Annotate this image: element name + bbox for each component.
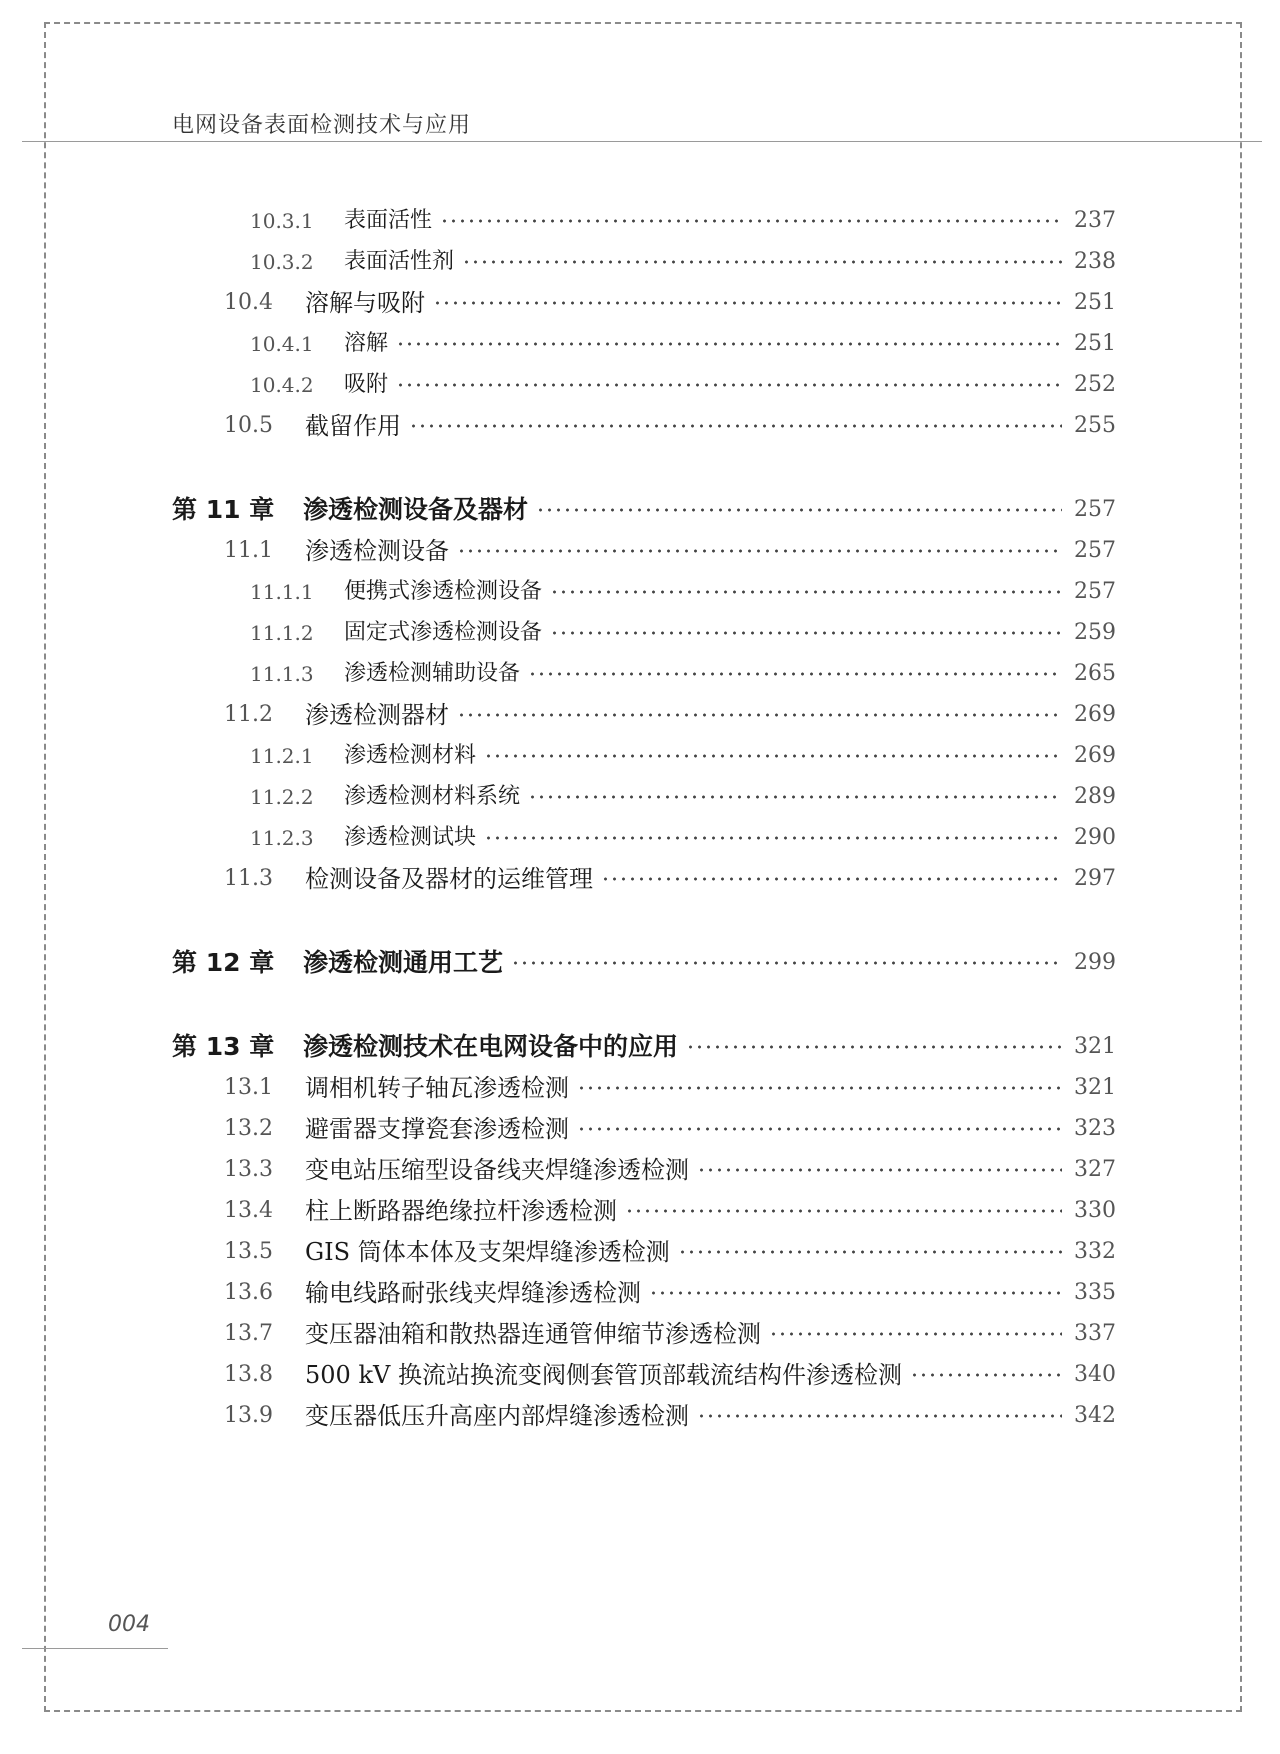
toc-page-number: 257 bbox=[1074, 538, 1116, 563]
toc-leader-dots bbox=[625, 1193, 1062, 1229]
toc-number: 10.4.2 bbox=[250, 373, 314, 397]
toc-number: 13.8 bbox=[224, 1362, 273, 1387]
toc-number: 10.4 bbox=[224, 290, 273, 315]
toc-page-number: 251 bbox=[1074, 331, 1116, 356]
toc-number: 11.3 bbox=[224, 866, 273, 891]
toc-title: 检测设备及器材的运维管理 bbox=[305, 865, 593, 893]
toc-page-number: 257 bbox=[1074, 579, 1116, 604]
toc-leader-dots bbox=[536, 492, 1062, 528]
footer-rule bbox=[22, 1648, 168, 1649]
toc-title: 渗透检测通用工艺 bbox=[303, 948, 504, 977]
toc-title: 调相机转子轴瓦渗透检测 bbox=[305, 1074, 569, 1102]
toc-leader-dots bbox=[484, 820, 1062, 856]
toc-entry[interactable] bbox=[0, 408, 1280, 444]
toc-number: 11.1 bbox=[224, 538, 273, 563]
toc-number: 10.5 bbox=[224, 413, 273, 438]
toc-entry[interactable] bbox=[0, 1357, 1280, 1393]
toc-page-number: 330 bbox=[1074, 1198, 1116, 1223]
toc-page-number: 252 bbox=[1074, 372, 1116, 397]
toc-leader-dots bbox=[528, 779, 1062, 815]
toc-page-number: 238 bbox=[1074, 249, 1116, 274]
toc-leader-dots bbox=[462, 244, 1062, 280]
toc-chapter[interactable] bbox=[0, 492, 1280, 528]
toc-title: 输电线路耐张线夹焊缝渗透检测 bbox=[305, 1279, 641, 1307]
toc-title: 表面活性剂 bbox=[344, 249, 455, 274]
toc-page-number: 299 bbox=[1074, 950, 1116, 975]
toc-number: 11.2.3 bbox=[250, 826, 314, 850]
toc-entry[interactable] bbox=[0, 244, 1280, 280]
toc-page-number: 321 bbox=[1074, 1075, 1116, 1100]
toc-leader-dots bbox=[577, 1111, 1062, 1147]
toc-title: GIS 筒体本体及支架焊缝渗透检测 bbox=[305, 1238, 670, 1266]
toc-leader-dots bbox=[484, 738, 1062, 774]
toc-entry[interactable] bbox=[0, 820, 1280, 856]
toc-leader-dots bbox=[396, 326, 1062, 362]
toc-title: 渗透检测试块 bbox=[344, 825, 477, 850]
toc-title: 500 kV 换流站换流变阀侧套管顶部载流结构件渗透检测 bbox=[305, 1361, 902, 1389]
toc-number: 10.3.1 bbox=[250, 209, 314, 233]
toc-number: 13.9 bbox=[224, 1403, 273, 1428]
toc-page-number: 257 bbox=[1074, 497, 1116, 522]
toc-leader-dots bbox=[528, 656, 1062, 692]
toc-leader-dots bbox=[686, 1029, 1062, 1065]
toc-number: 第 11 章 bbox=[172, 495, 275, 524]
toc-leader-dots bbox=[550, 615, 1062, 651]
toc-entry[interactable] bbox=[0, 1398, 1280, 1434]
toc-leader-dots bbox=[697, 1398, 1062, 1434]
toc-entry[interactable] bbox=[0, 1234, 1280, 1270]
toc-page-number: 342 bbox=[1074, 1403, 1116, 1428]
toc-page-number: 332 bbox=[1074, 1239, 1116, 1264]
toc-number: 13.1 bbox=[224, 1075, 273, 1100]
toc-leader-dots bbox=[550, 574, 1062, 610]
toc-page-number: 289 bbox=[1074, 784, 1116, 809]
toc-entry[interactable] bbox=[0, 574, 1280, 610]
toc-page-number: 259 bbox=[1074, 620, 1116, 645]
toc-title: 渗透检测技术在电网设备中的应用 bbox=[303, 1032, 679, 1061]
toc-number: 13.3 bbox=[224, 1157, 273, 1182]
toc-number: 13.6 bbox=[224, 1280, 273, 1305]
toc-page-number: 340 bbox=[1074, 1362, 1116, 1387]
toc-number: 10.3.2 bbox=[250, 250, 314, 274]
toc-entry[interactable] bbox=[0, 1111, 1280, 1147]
toc-chapter[interactable] bbox=[0, 1029, 1280, 1065]
toc-number: 11.1.3 bbox=[250, 662, 314, 686]
toc-title: 避雷器支撑瓷套渗透检测 bbox=[305, 1115, 569, 1143]
toc-chapter[interactable] bbox=[0, 945, 1280, 981]
toc-page-number: 327 bbox=[1074, 1157, 1116, 1182]
toc-entry[interactable] bbox=[0, 533, 1280, 569]
toc-leader-dots bbox=[649, 1275, 1062, 1311]
toc-page-number: 237 bbox=[1074, 208, 1116, 233]
toc-title: 柱上断路器绝缘拉杆渗透检测 bbox=[305, 1197, 617, 1225]
toc-page-number: 323 bbox=[1074, 1116, 1116, 1141]
toc-title: 便携式渗透检测设备 bbox=[344, 579, 543, 604]
toc-entry[interactable] bbox=[0, 1193, 1280, 1229]
toc-title: 渗透检测辅助设备 bbox=[344, 661, 521, 686]
toc-leader-dots bbox=[457, 533, 1062, 569]
toc-page-number: 251 bbox=[1074, 290, 1116, 315]
toc-leader-dots bbox=[601, 861, 1062, 897]
toc-title: 吸附 bbox=[344, 372, 389, 397]
toc-leader-dots bbox=[396, 367, 1062, 403]
toc-title: 变压器低压升高座内部焊缝渗透检测 bbox=[305, 1402, 689, 1430]
toc-number: 第 13 章 bbox=[172, 1032, 275, 1061]
toc-title: 溶解与吸附 bbox=[305, 289, 425, 317]
toc-page-number: 255 bbox=[1074, 413, 1116, 438]
toc-number: 10.4.1 bbox=[250, 332, 314, 356]
toc-number: 13.5 bbox=[224, 1239, 273, 1264]
toc-page-number: 321 bbox=[1074, 1034, 1116, 1059]
toc-entry[interactable] bbox=[0, 738, 1280, 774]
toc-leader-dots bbox=[511, 945, 1062, 981]
toc-entry[interactable] bbox=[0, 656, 1280, 692]
toc-leader-dots bbox=[409, 408, 1062, 444]
toc-page-number: 335 bbox=[1074, 1280, 1116, 1305]
toc-title: 表面活性 bbox=[344, 208, 433, 233]
toc-number: 13.4 bbox=[224, 1198, 273, 1223]
toc-title: 渗透检测设备 bbox=[305, 537, 449, 565]
toc-page-number: 297 bbox=[1074, 866, 1116, 891]
toc-leader-dots bbox=[769, 1316, 1062, 1352]
page-number: 004 bbox=[108, 1612, 150, 1637]
toc-entry[interactable] bbox=[0, 861, 1280, 897]
toc-number: 11.2.1 bbox=[250, 744, 314, 768]
toc-entry[interactable] bbox=[0, 697, 1280, 733]
toc-number: 11.1.1 bbox=[250, 580, 314, 604]
toc-entry[interactable] bbox=[0, 285, 1280, 321]
toc-title: 固定式渗透检测设备 bbox=[344, 620, 543, 645]
toc-entry[interactable] bbox=[0, 367, 1280, 403]
toc-entry[interactable] bbox=[0, 1275, 1280, 1311]
toc-title: 渗透检测材料 bbox=[344, 743, 477, 768]
toc-leader-dots bbox=[678, 1234, 1062, 1270]
toc-entry[interactable] bbox=[0, 1070, 1280, 1106]
toc-title: 变压器油箱和散热器连通管伸缩节渗透检测 bbox=[305, 1320, 761, 1348]
toc-page-number: 290 bbox=[1074, 825, 1116, 850]
toc-title: 渗透检测设备及器材 bbox=[303, 495, 529, 524]
toc-title: 溶解 bbox=[344, 331, 389, 356]
toc-entry[interactable] bbox=[0, 1316, 1280, 1352]
running-head: 电网设备表面检测技术与应用 bbox=[172, 113, 472, 138]
toc-title: 变电站压缩型设备线夹焊缝渗透检测 bbox=[305, 1156, 689, 1184]
toc-title: 截留作用 bbox=[305, 412, 401, 440]
toc-page-number: 269 bbox=[1074, 743, 1116, 768]
toc-title: 渗透检测器材 bbox=[305, 701, 449, 729]
toc-entry[interactable] bbox=[0, 615, 1280, 651]
toc-entry[interactable] bbox=[0, 779, 1280, 815]
toc-number: 11.2 bbox=[224, 702, 273, 727]
toc-entry[interactable] bbox=[0, 203, 1280, 239]
toc-number: 13.7 bbox=[224, 1321, 273, 1346]
toc-leader-dots bbox=[697, 1152, 1062, 1188]
toc-page-number: 269 bbox=[1074, 702, 1116, 727]
toc-title: 渗透检测材料系统 bbox=[344, 784, 521, 809]
toc-leader-dots bbox=[457, 697, 1062, 733]
toc-number: 11.2.2 bbox=[250, 785, 314, 809]
toc-page-number: 265 bbox=[1074, 661, 1116, 686]
toc-number: 11.1.2 bbox=[250, 621, 314, 645]
toc-entry[interactable] bbox=[0, 1152, 1280, 1188]
toc-leader-dots bbox=[577, 1070, 1062, 1106]
toc-page-number: 337 bbox=[1074, 1321, 1116, 1346]
toc-number: 13.2 bbox=[224, 1116, 273, 1141]
toc-number: 第 12 章 bbox=[172, 948, 275, 977]
toc-leader-dots bbox=[433, 285, 1062, 321]
toc-entry[interactable] bbox=[0, 326, 1280, 362]
toc-leader-dots bbox=[440, 203, 1062, 239]
